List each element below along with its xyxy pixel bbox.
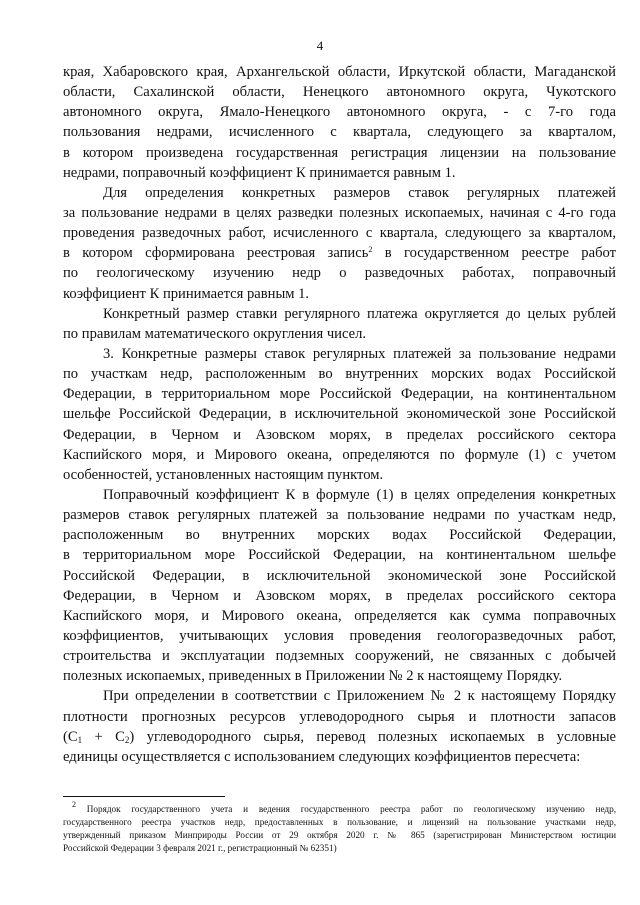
document-body: [63, 62, 616, 767]
text-line: Поправочный коэффициент К в формуле (1) в целях определения конкретных: [103, 486, 616, 503]
text-line: размеров ставок регулярных платежей за пользование недрами по участкам недр,: [63, 507, 616, 524]
text-line: пользования недрами, исчисленного с квартала, следующего за кварталом,: [63, 124, 616, 141]
text-line: Конкретный размер ставки регулярного платежа округляется до целых рублей: [103, 305, 616, 322]
footnote-divider: [63, 796, 225, 797]
text-segment: в котором сформирована реестровая запись: [63, 245, 369, 262]
text-line: области, Сахалинской области, Ненецкого автономного округа, Чукотского: [63, 84, 616, 101]
text-line: Федерации, в Черном и Азовском морях, в пределах российского сектора: [63, 426, 616, 443]
text-line: автономного округа, Ямало-Ненецкого автономного округа, - с 7-го года: [63, 104, 616, 121]
text-line: особенностей, установленных настоящим пунктом.: [63, 466, 384, 483]
text-line: за пользование недрами в целях разведки полезных ископаемых, начиная с 4-го года: [63, 204, 616, 221]
text-line: по правилам математического округления чисел.: [63, 325, 367, 342]
text-line: Каспийского моря, и Мирового океана, определяется как сумма поправочных: [63, 607, 616, 624]
text-line: шельфе Российской Федерации, в исключительной экономической зоне Российской: [63, 406, 616, 423]
page-number: 4: [316, 38, 324, 53]
text-line: Каспийского моря, и Мирового океана, определяются по формуле (1) с учетом: [63, 446, 616, 463]
footnote-reference: 2: [368, 245, 373, 255]
text-line: Федерации, в Черном и Азовском морях, в пределах российского сектора: [63, 587, 616, 604]
footnote-mark: 2: [72, 800, 76, 809]
text-line: единицы осуществляется с использованием следующих коэффициентов пересчета:: [63, 748, 581, 765]
footnote-line: Российской Федерации 3 февраля 2021 г., регистрационный № 62351): [63, 843, 337, 854]
text-line: 3. Конкретные размеры ставок регулярных платежей за пользование недрами: [103, 345, 616, 362]
footnote-line: утвержденный приказом Минприроды России от 29 октября 2020 г. № 865 (зарегистрирован Министерством юстиции: [63, 830, 616, 841]
text-segment: углеводородного сырья, перевод полезных ископаемых в условные: [146, 728, 617, 745]
text-line: При определении в соответствии с Приложением № 2 к настоящему Порядку: [103, 688, 616, 705]
text-line: края, Хабаровского края, Архангельской области, Иркутской области, Магаданской: [63, 64, 616, 80]
text-line: Российской Федерации, в исключительной экономической зоне Российской: [63, 567, 616, 584]
footnote-line: $^2$ Порядок государственного учета и ведения государственного реестра работ по геологическому изучению недр,: [72, 800, 616, 814]
text-line: по геологическому изучению недр о разведочных работах, поправочный: [63, 265, 616, 282]
formula: $(C_1 + C_2)$: [63, 728, 135, 745]
text-line: плотности прогнозных ресурсов углеводородного сырья и плотности запасов: [63, 708, 616, 725]
text-line: полезных ископаемых, приведенных в Приложении № 2 к настоящему Порядку.: [63, 668, 563, 685]
text-line: [63, 243, 616, 263]
text-line: [63, 727, 616, 747]
text-line: Федерации, в территориальном море Российской Федерации, на континентальном: [63, 386, 616, 403]
text-line: в котором произведена государственная регистрация лицензии на пользование: [63, 144, 616, 161]
text-line: в территориальном море Российской Федерации, на континентальном шельфе: [63, 547, 616, 564]
text-line: строительства и эксплуатации подземных сооружений, не связанных с добычей: [63, 648, 616, 665]
text-segment: в государственном реестре работ: [384, 245, 616, 262]
text-line: проведения разведочных работ, исчисленного с квартала, следующего за кварталом,: [63, 225, 616, 242]
text-line: недрами, поправочный коэффициент К принимается равным 1.: [63, 164, 456, 181]
footnote-line: государственного реестра участков недр, предоставленных в пользование, и лицензий на пользование участками недр,: [63, 817, 616, 828]
text-line: коэффициентов, учитывающих условия проведения геологоразведочных работ,: [63, 627, 616, 644]
text-line: коэффициент К принимается равным 1.: [63, 285, 310, 302]
footnote: [63, 800, 616, 855]
text-line: Для определения конкретных размеров ставок регулярных платежей: [103, 184, 616, 201]
text-line: расположенным во внутренних морских водах Российской Федерации,: [63, 527, 616, 544]
text-line: по участкам недр, расположенным во внутренних морских водах Российской: [63, 366, 616, 383]
